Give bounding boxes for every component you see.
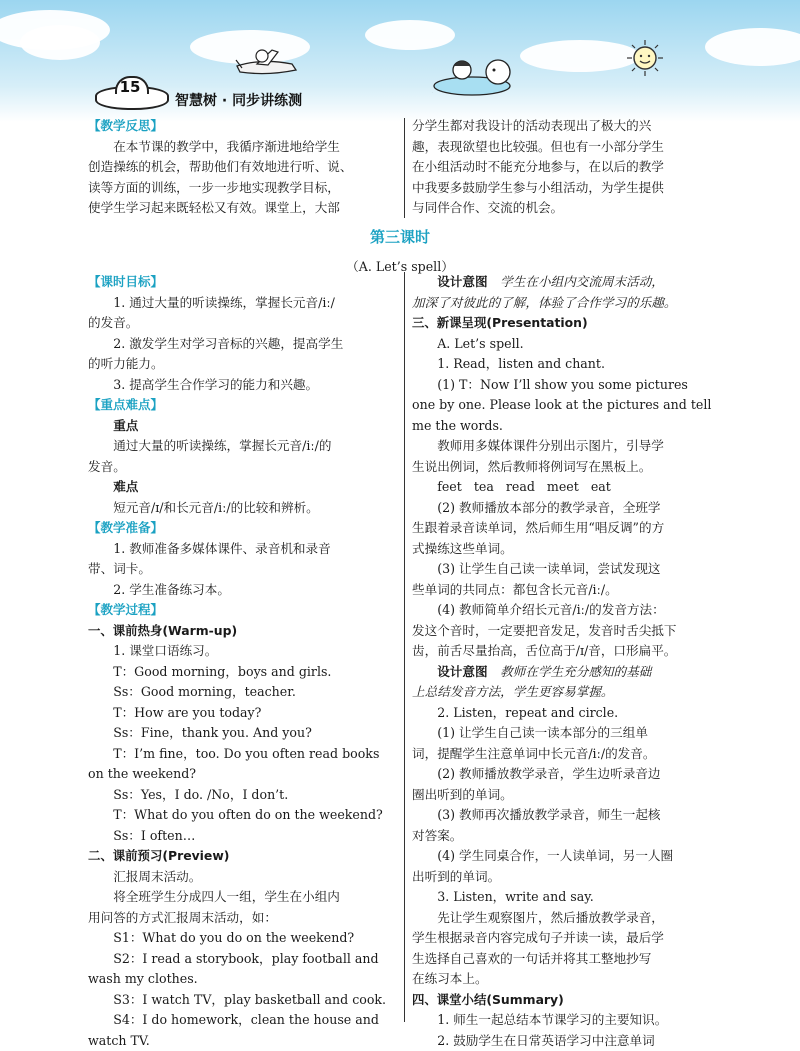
- key-points-heading: 【重点难点】: [88, 395, 398, 416]
- dialogue-line: T：What do you often do on the weekend?: [88, 805, 398, 826]
- reflection-text-line: 趣，表现欲望也比较强。但也有一小部分学生: [412, 137, 717, 158]
- student-line: wash my clothes.: [88, 969, 398, 990]
- airplane-kid-icon: [232, 42, 302, 82]
- step-line: 在练习本上。: [412, 969, 717, 990]
- step-line: 教师用多媒体课件分别出示图片，引导学: [412, 436, 717, 457]
- right-main-column: [412, 272, 717, 1051]
- dialogue-line: on the weekend?: [88, 764, 398, 785]
- step-line: (4) 教师简单介绍长元音/iː/的发音方法：: [412, 600, 717, 621]
- preparation-heading: 【教学准备】: [88, 518, 398, 539]
- reflection-text-line: 读等方面的训练，一步一步地实现教学目标，: [88, 178, 398, 199]
- reflection-text-line: 与同伴合作、交流的机会。: [412, 198, 717, 219]
- goal-line: 1. 通过大量的听读操练，掌握长元音/iː/: [88, 293, 398, 314]
- step-line: (3) 教师再次播放教学录音，师生一起核: [412, 805, 717, 826]
- step-line: (4) 学生同桌合作，一人读单词，另一人圈: [412, 846, 717, 867]
- presentation-step-2: 2. Listen，repeat and circle.: [412, 703, 717, 724]
- preview-intro: 汇报周末活动。: [88, 867, 398, 888]
- preview-desc: 将全班学生分成四人一组，学生在小组内: [88, 887, 398, 908]
- kids-rocket-icon: [432, 52, 522, 100]
- cloud-decoration: [365, 20, 455, 50]
- design-intent-text: 上总结发音方法，学生更容易掌握。: [412, 682, 717, 703]
- cloud-decoration: [20, 25, 100, 60]
- reflection-text-line: 分学生都对我设计的活动表现出了极大的兴: [412, 116, 717, 137]
- prep-line: 带、词卡。: [88, 559, 398, 580]
- lesson-title: 第三课时: [0, 226, 800, 247]
- step-line: 生说出例词，然后教师将例词写在黑板上。: [412, 457, 717, 478]
- step-line: (1) 让学生自己读一读本部分的三组单: [412, 723, 717, 744]
- warmup-heading: 一、课前热身(Warm-up): [88, 621, 398, 642]
- prep-line: 2. 学生准备练习本。: [88, 580, 398, 601]
- goals-heading: 【课时目标】: [88, 272, 398, 293]
- step-line: 些单词的共同点：都包含长元音/iː/。: [412, 580, 717, 601]
- step-line: one by one. Please look at the pictures and tell: [412, 395, 717, 416]
- step-line: (3) 让学生自己读一读单词，尝试发现这: [412, 559, 717, 580]
- column-divider: [404, 118, 405, 218]
- summary-line: 1. 师生一起总结本节课学习的主要知识。: [412, 1010, 717, 1031]
- cloud-decoration: [520, 40, 640, 72]
- reflection-left-column: [88, 116, 398, 219]
- reflection-text-line: 创造操练的机会，帮助他们有效地进行听、说、: [88, 157, 398, 178]
- prep-line: 1. 教师准备多媒体课件、录音机和录音: [88, 539, 398, 560]
- reflection-text-line: 在小组活动时不能充分地参与，在以后的教学: [412, 157, 717, 178]
- warmup-intro: 1. 课堂口语练习。: [88, 641, 398, 662]
- design-intent-label: 设计意图: [437, 274, 487, 289]
- reflection-text-line: 在本节课的教学中，我循序渐进地给学生: [88, 137, 398, 158]
- reflection-heading: 【教学反思】: [88, 116, 398, 137]
- reflection-right-column: [412, 116, 717, 219]
- dialogue-line: T：Good morning，boys and girls.: [88, 662, 398, 683]
- design-intent-text: 学生在小组内交流周末活动，: [500, 274, 664, 289]
- goal-line: 的发音。: [88, 313, 398, 334]
- step-line: (1) T：Now I’ll show you some pictures: [412, 375, 717, 396]
- difficulty-label: 难点: [88, 477, 398, 498]
- column-divider: [404, 272, 405, 1022]
- reflection-text-line: 使学生学习起来既轻松又有效。课堂上，大部: [88, 198, 398, 219]
- design-intent-label: 设计意图: [437, 664, 487, 679]
- difficulty-line: 短元音/ɪ/和长元音/iː/的比较和辨析。: [88, 498, 398, 519]
- step-line: 发这个音时，一定要把音发足，发音时舌尖抵下: [412, 621, 717, 642]
- dialogue-line: Ss：I often…: [88, 826, 398, 847]
- process-heading: 【教学过程】: [88, 600, 398, 621]
- step-line: 先让学生观察图片，然后播放教学录音，: [412, 908, 717, 929]
- goal-line: 3. 提高学生合作学习的能力和兴趣。: [88, 375, 398, 396]
- key-line: 发音。: [88, 457, 398, 478]
- summary-heading: 四、课堂小结(Summary): [412, 990, 717, 1011]
- preview-heading: 二、课前预习(Preview): [88, 846, 398, 867]
- step-line: me the words.: [412, 416, 717, 437]
- step-line: 生选择自己喜欢的一句话并将其工整地抄写: [412, 949, 717, 970]
- page-number: 15: [115, 78, 145, 96]
- presentation-step-3: 3. Listen，write and say.: [412, 887, 717, 908]
- step-line: 学生根据录音内容完成句子并读一读，最后学: [412, 928, 717, 949]
- dialogue-line: Ss：Yes，I do. /No，I don’t.: [88, 785, 398, 806]
- step-line: 式操练这些单词。: [412, 539, 717, 560]
- presentation-heading: 三、新课呈现(Presentation): [412, 313, 717, 334]
- student-line: S4：I do homework，clean the house and: [88, 1010, 398, 1031]
- step-line: 词，提醒学生注意单词中长元音/iː/的发音。: [412, 744, 717, 765]
- step-line: 出听到的单词。: [412, 867, 717, 888]
- step-line: 圈出听到的单词。: [412, 785, 717, 806]
- key-line: 通过大量的听读操练，掌握长元音/iː/的: [88, 436, 398, 457]
- lesson-subtitle: （A. Let’s spell）: [0, 256, 800, 275]
- presentation-step-1: 1. Read，listen and chant.: [412, 354, 717, 375]
- step-line: (2) 教师播放教学录音，学生边听录音边: [412, 764, 717, 785]
- student-line: S1：What do you do on the weekend?: [88, 928, 398, 949]
- design-intent-text: 教师在学生充分感知的基础: [500, 664, 651, 679]
- step-line: (2) 教师播放本部分的教学录音，全班学: [412, 498, 717, 519]
- student-line: S2：I read a storybook，play football and: [88, 949, 398, 970]
- preview-desc: 用问答的方式汇报周末活动，如：: [88, 908, 398, 929]
- reflection-text-line: 中我要多鼓励学生参与小组活动，为学生提供: [412, 178, 717, 199]
- presentation-a: A. Let’s spell.: [412, 334, 717, 355]
- step-line: 生跟着录音读单词，然后师生用“唱反调”的方: [412, 518, 717, 539]
- example-words: feet tea read meet eat: [412, 477, 717, 498]
- summary-line: 2. 鼓励学生在日常英语学习中注意单词: [412, 1031, 717, 1051]
- goal-line: 的听力能力。: [88, 354, 398, 375]
- student-line: S3：I watch TV，play basketball and cook.: [88, 990, 398, 1011]
- goal-line: 2. 激发学生对学习音标的兴趣，提高学生: [88, 334, 398, 355]
- series-title: 智慧树 · 同步讲练测: [175, 90, 302, 110]
- dialogue-line: T：I’m fine，too. Do you often read books: [88, 744, 398, 765]
- step-line: 齿，前舌尽量抬高，舌位高于/ɪ/音，口形扁平。: [412, 641, 717, 662]
- step-line: 对答案。: [412, 826, 717, 847]
- left-main-column: [88, 272, 398, 1051]
- key-label: 重点: [88, 416, 398, 437]
- dialogue-line: T：How are you today?: [88, 703, 398, 724]
- sun-icon: [625, 38, 665, 78]
- dialogue-line: Ss：Fine，thank you. And you?: [88, 723, 398, 744]
- design-intent-text: 加深了对彼此的了解，体验了合作学习的乐趣。: [412, 293, 717, 314]
- student-line: watch TV.: [88, 1031, 398, 1051]
- dialogue-line: Ss：Good morning，teacher.: [88, 682, 398, 703]
